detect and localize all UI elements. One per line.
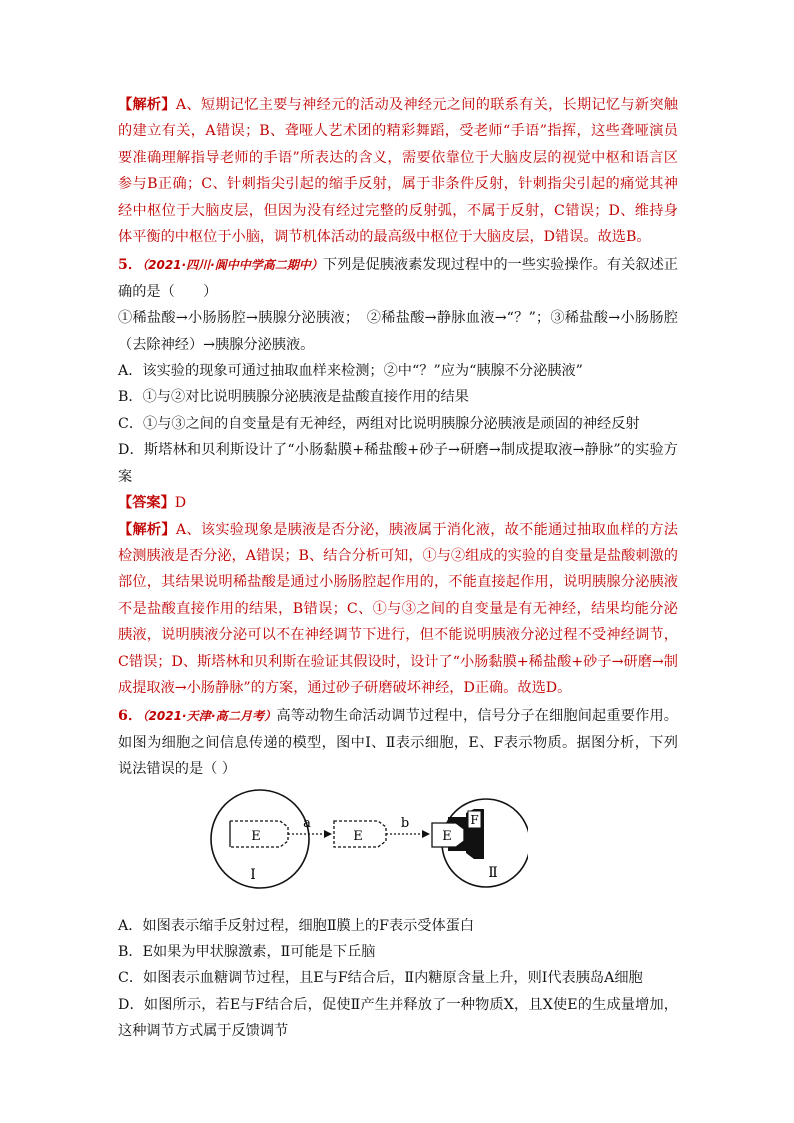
question-5-steps: ①稀盐酸→小肠肠腔→胰腺分泌胰液； ②稀盐酸→静脉血液→“？”；③稀盐酸→小肠肠腔（去除神经）→胰腺分泌胰液。 (118, 310, 678, 353)
signal-label-e2: E (353, 828, 363, 844)
option-a: A．如图表示缩手反射过程，细胞Ⅱ膜上的F表示受体蛋白 (118, 917, 475, 934)
cell-signaling-figure (118, 787, 678, 907)
signal-label-e3: E (442, 828, 452, 844)
receptor-label: F (470, 812, 479, 827)
analysis-text: A、短期记忆主要与神经元的活动及神经元之间的联系有关，长期记忆与新突触的建立有关，A错误；B、聋哑人艺术团的精彩舞蹈，受老师“手语”指挥，这些聋哑演员要准确理解指导老师的手语”所表达的含义，需要依靠位于大脑皮层的视觉中枢和语言区参与B正确；C、针刺指尖引起的缩手反射，属于非条件反射，针刺指尖引起的痛觉其神经中枢位于大脑皮层，但因为没有经过完整的反射弧，不属于反射，C错误；D、维持身体平衡的中枢位于小脑，调节机体活动的最高级中枢位于大脑皮层，D错误。故选B。 (118, 97, 678, 246)
answer-tag: 【答案】 (118, 495, 175, 512)
question-5-stem (118, 252, 678, 305)
analysis-previous (118, 92, 678, 250)
analysis-q5 (118, 517, 678, 702)
answer-line (118, 490, 678, 516)
cell-two-label: Ⅱ (488, 864, 498, 881)
cell-one-label: Ⅰ (250, 866, 256, 883)
option-c: C．①与③之间的自变量是有无神经，两组对比说明胰腺分泌胰液是顽固的神经反射 (118, 415, 640, 432)
analysis-tag: 【解析】 (118, 521, 176, 538)
option-d: D．斯塔林和贝利斯设计了“小肠黏膜+稀盐酸+砂子→研磨→制成提取液→静脉”的实验方案 (118, 442, 678, 485)
signal-label-e1: E (251, 828, 261, 844)
cell-signaling-diagram (208, 787, 528, 907)
question-number: 5． (118, 257, 143, 274)
question-stem: 高等动物生命活动调节过程中，信号分子在细胞间起重要作用。如图为细胞之间信息传递的模型，图中Ⅰ、Ⅱ表示细胞，E、F表示物质。据图分析，下列说法错误的是（ ） (118, 708, 678, 778)
question-number: 6． (118, 708, 143, 725)
arrow-b-head (422, 830, 430, 838)
analysis-text: A、该实验现象是胰液是否分泌，胰液属于消化液，故不能通过抽取血样的方法检测胰液是否分泌，A错误；B、结合分析可知，①与②组成的实验的自变量是盐酸刺激的部位，其结果说明稀盐酸是通过小肠肠腔起作用的，不能直接起作用，说明胰腺分泌胰液不是盐酸直接作用的结果，B错误；C、①与③之间的自变量是有无神经，结果均能分泌胰液，说明胰液分泌可以不在神经调节下进行，但不能说明胰液分泌过程不受神经调节，C错误；D、斯塔林和贝利斯在验证其假设时，设计了“小肠黏膜+稀盐酸+砂子→研磨→制成提取液→小肠静脉”的方案，通过砂子研磨破坏神经，D正确。故选D。 (118, 521, 678, 696)
question-stem: 下列是促胰液素发现过程中的一些实验操作。有关叙述正确的是（ ） (118, 257, 678, 300)
analysis-tag: 【解析】 (118, 97, 176, 113)
option-b: B．①与②对比说明胰腺分泌胰液是盐酸直接作用的结果 (118, 389, 469, 406)
arrow-b-label: b (400, 815, 410, 831)
answer-value: D (174, 495, 187, 512)
option-b: B．E如果为甲状腺激素，Ⅱ可能是下丘脑 (118, 943, 376, 960)
arrow-a-head (324, 830, 332, 838)
option-d: D．如图所示，若E与F结合后，促使Ⅱ产生并释放了一种物质X，且X使E的生成量增加，这种调节方式属于反馈调节 (118, 996, 678, 1040)
question-6-stem (118, 703, 678, 782)
option-c: C．如图表示血糖调节过程，且E与F结合后，Ⅱ内糖原含量上升，则Ⅰ代表胰岛A细胞 (118, 970, 643, 987)
question-source: （2021·四川·阆中中学高二期中） (142, 258, 323, 273)
arrow-a-label: a (303, 815, 311, 831)
question-source: （2021·天津·高二月考） (142, 709, 277, 724)
document-page (118, 92, 678, 1045)
option-a: A．该实验的现象可通过抽取血样来检测；②中“？”应为“胰腺不分泌胰液” (118, 363, 583, 380)
